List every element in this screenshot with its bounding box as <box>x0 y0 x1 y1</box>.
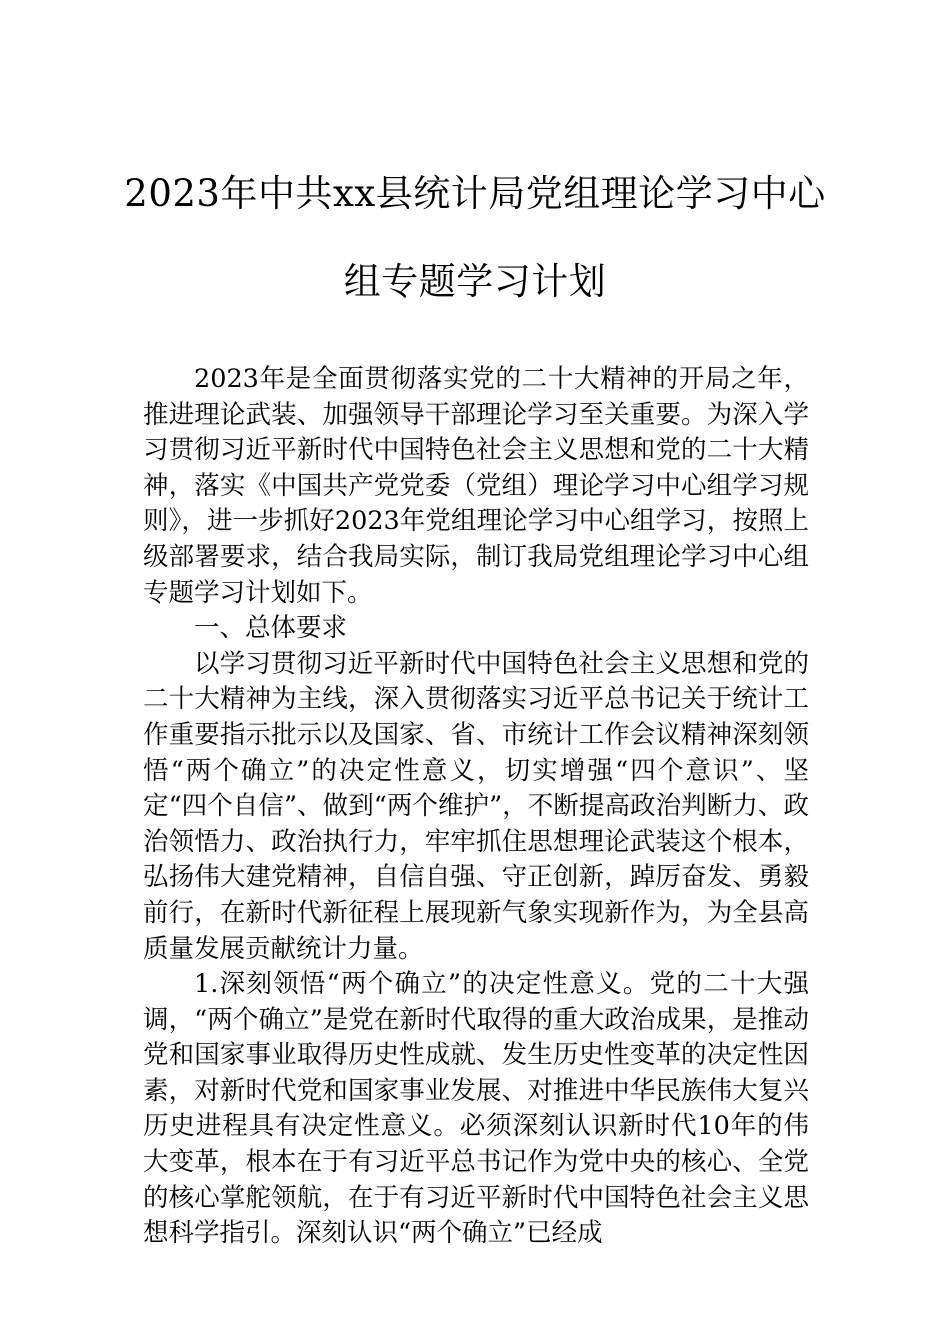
title-line-1: 2023年中共xx县统计局党组理论学习中心 <box>124 172 826 215</box>
document-body <box>143 362 809 1252</box>
document-title <box>120 150 830 326</box>
paragraph-general-requirements: 以学习贯彻习近平新时代中国特色社会主义思想和党的二十大精神为主线，深入贯彻落实习近平总书记关于统计工作重要指示批示以及国家、省、市统计工作会议精神深刻领悟“两个确立”的决定性意义，切实增强“四个意识”、坚定“四个自信”、做到“两个维护”，不断提高政治判断力、政治领悟力、政治执行力，牢牢抓住思想理论武装这个根本，弘扬伟大建党精神，自信自强、守正创新，踔厉奋发、勇毅前行，在新时代新征程上展现新气象实现新作为，为全县高质量发展贡献统计力量。 <box>143 648 809 964</box>
section-heading-general-requirements: 一、总体要求 <box>194 613 348 644</box>
paragraph-intro: 2023年是全面贯彻落实党的二十大精神的开局之年，推进理论武装、加强领导干部理论学习至关重要。为深入学习贯彻习近平新时代中国特色社会主义思想和党的二十大精神，落实《中国共产党党委（党组）理论学习中心组学习规则》，进一步抓好2023年党组理论学习中心组学习，按照上级部署要求，结合我局实际，制订我局党组理论学习中心组专题学习计划如下。 <box>143 364 809 608</box>
paragraph-item-1: 1.深刻领悟“两个确立”的决定性意义。党的二十大强调，“两个确立”是党在新时代取得的重大政治成果，是推动党和国家事业取得历史性成就、发生历史性变革的决定性因素，对新时代党和国家事业发展、对推进中华民族伟大复兴历史进程具有决定性意义。必须深刻认识新时代10年的伟大变革，根本在于有习近平总书记作为党中央的核心、全党的核心掌舵领航，在于有习近平新时代中国特色社会主义思想科学指引。深刻认识“两个确立”已经成 <box>143 969 809 1249</box>
title-line-2: 组专题学习计划 <box>343 260 607 303</box>
